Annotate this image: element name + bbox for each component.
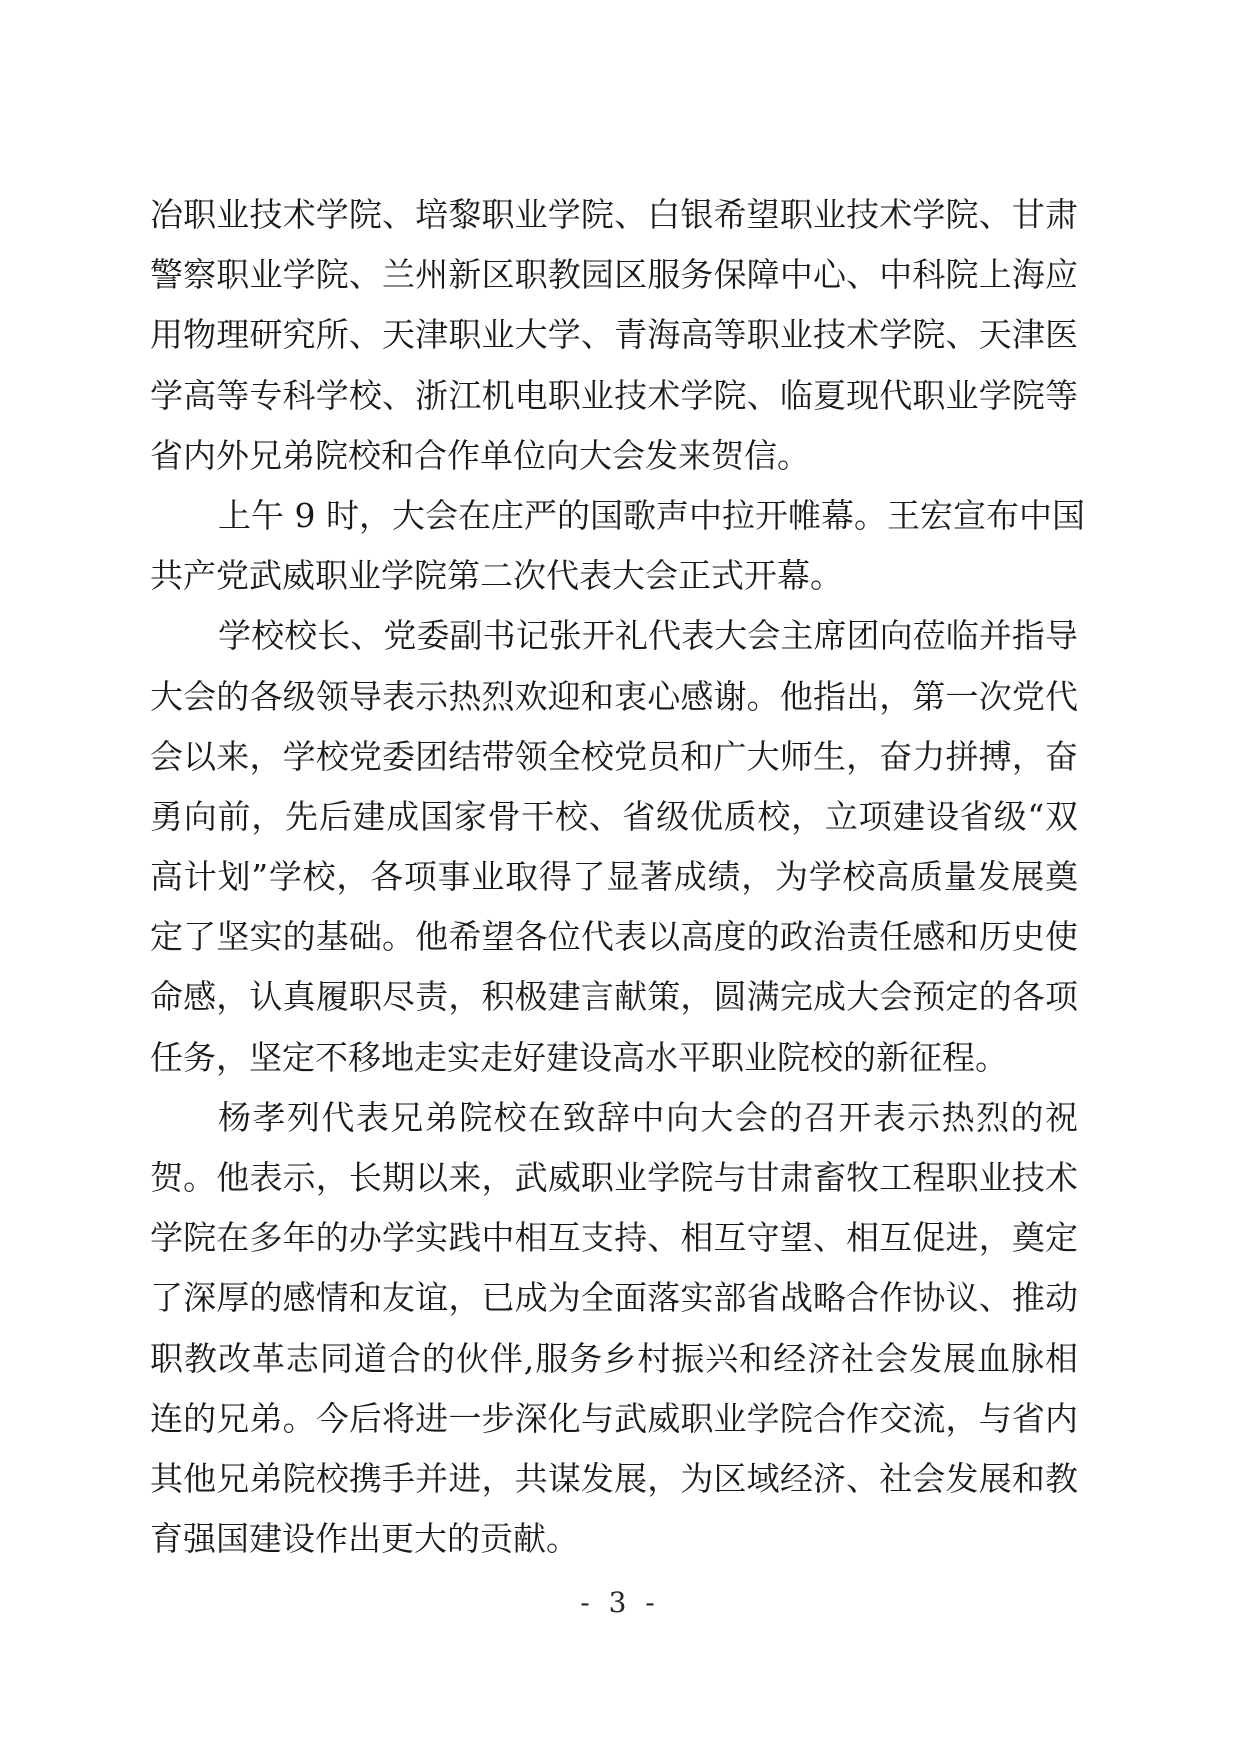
text-line: 冶职业技术学院、培黎职业学院、白银希望职业技术学院、甘肃 <box>150 195 1078 234</box>
text-block <box>150 185 1085 1569</box>
text-line: 省内外兄弟院校和合作单位向大会发来贺信。 <box>150 435 810 475</box>
text-line: 学院在多年的办学实践中相互支持、相互守望、相互促进，奠定 <box>150 1218 1078 1258</box>
text-line: 共产党武威职业学院第二次代表大会正式开幕。 <box>150 556 843 596</box>
text-line: 任务，坚定不移地走实走好建设高水平职业院校的新征程。 <box>150 1037 1008 1077</box>
text-line: 学校校长、党委副书记张开礼代表大会主席团向莅临并指导 <box>218 616 1078 656</box>
text-line: 大会的各级领导表示热烈欢迎和衷心感谢。他指出，第一次党代 <box>150 676 1078 716</box>
text-line: 勇向前，先后建成国家骨干校、省级优质校，立项建设省级“双 <box>150 796 1078 836</box>
text-line: 用物理研究所、天津职业大学、青海高等职业技术学院、天津医 <box>150 315 1078 355</box>
text-line: 高计划”学校，各项事业取得了显著成绩，为学校高质量发展奠 <box>150 857 1078 897</box>
text-line: 定了坚实的基础。他希望各位代表以高度的政治责任感和历史使 <box>150 917 1078 957</box>
text-line: 杨孝列代表兄弟院校在致辞中向大会的召开表示热烈的祝 <box>218 1097 1078 1137</box>
text-line: 连的兄弟。今后将进一步深化与武威职业学院合作交流，与省内 <box>150 1398 1078 1438</box>
text-line: 警察职业学院、兰州新区职教园区服务保障中心、中科院上海应 <box>150 255 1078 295</box>
text-line: 贺。他表示，长期以来，武威职业学院与甘肃畜牧工程职业技术 <box>150 1158 1078 1197</box>
text-line: 上午 9 时，大会在庄严的国歌声中拉开帷幕。王宏宣布中国 <box>218 495 1085 535</box>
text-line: 其他兄弟院校携手并进，共谋发展，为区域经济、社会发展和教 <box>150 1458 1078 1498</box>
text-line: 职教改革志同道合的伙伴,服务乡村振兴和经济社会发展血脉相 <box>150 1338 1078 1378</box>
text-line: 学高等专科学校、浙江机电职业技术学院、临夏现代职业学院等 <box>150 375 1078 415</box>
text-line: 育强国建设作出更大的贡献。 <box>150 1519 579 1559</box>
text-line: 会以来，学校党委团结带领全校党员和广大师生，奋力拼搏，奋 <box>150 736 1078 776</box>
text-line: 命感，认真履职尽责，积极建言献策，圆满完成大会预定的各项 <box>150 977 1078 1017</box>
page-number: - 3 - <box>580 1586 660 1619</box>
text-line: 了深厚的感情和友谊，已成为全面落实部省战略合作协议、推动 <box>150 1278 1078 1318</box>
